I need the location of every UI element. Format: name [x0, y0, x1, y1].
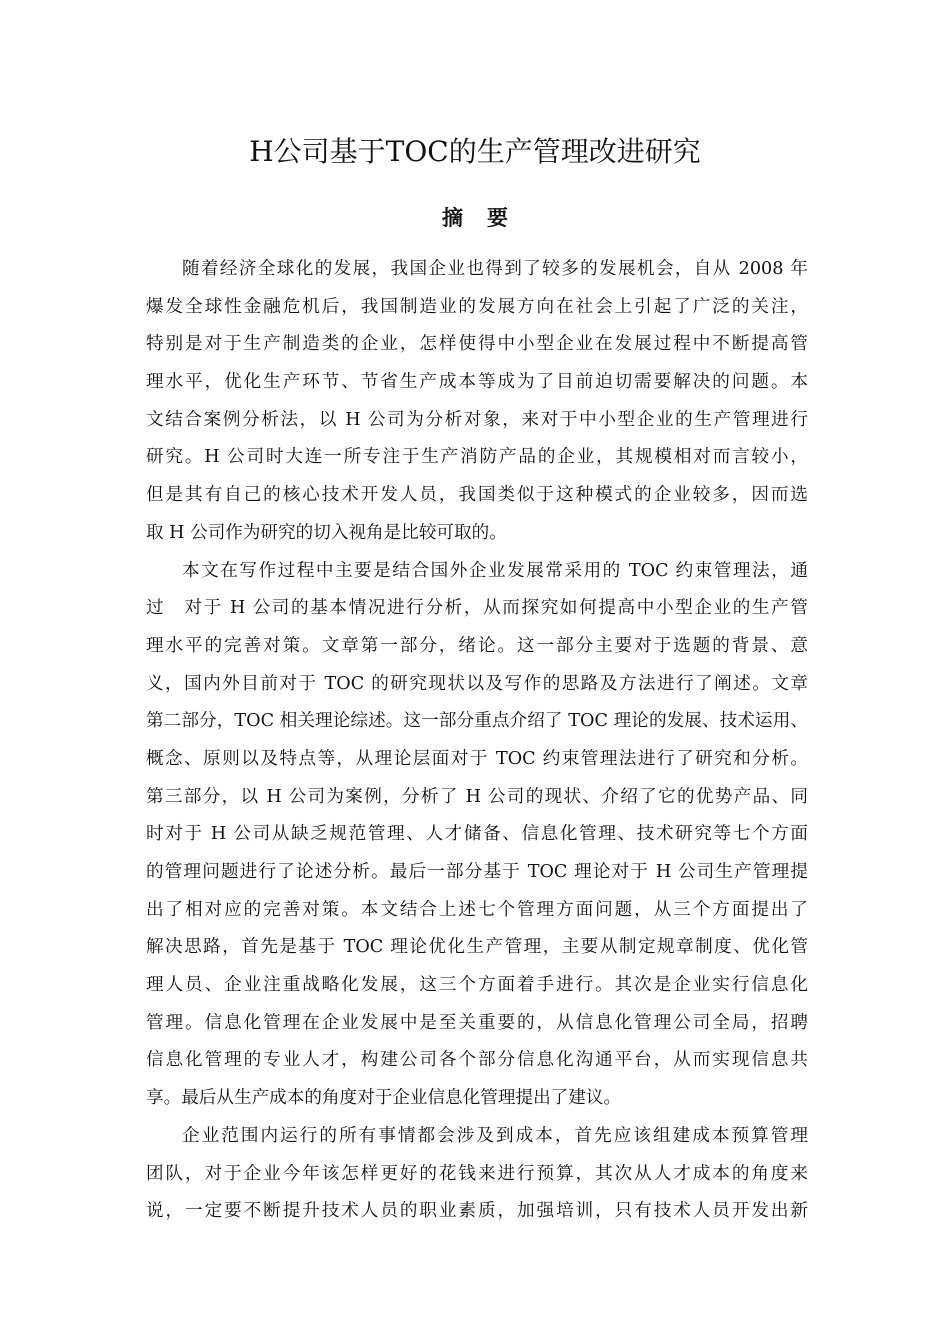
text-line: 信息化管理的专业人才，构建公司各个部分信息化沟通平台，从而实现信息共 — [146, 1050, 808, 1071]
text-line: 理水平，优化生产环节、节省生产成本等成为了目前迫切需要解决的问题。本 — [146, 372, 808, 393]
text-line: 随着经济全球化的发展，我国企业也得到了较多的发展机会，自从 2008 年 — [182, 259, 808, 279]
document-title: H公司基于TOC的生产管理改进研究 — [249, 135, 701, 168]
text-line: 出了相对应的完善对策。本文结合上述七个管理方面问题，从三个方面提出了 — [146, 899, 808, 920]
text-line: 爆发全球性金融危机后，我国制造业的发展方向在社会上引起了广泛的关注， — [146, 296, 808, 317]
text-line: 的管理问题进行了论述分析。最后一部分基于 TOC 理论对于 H 公司生产管理提 — [146, 862, 808, 882]
abstract-body — [146, 251, 808, 1231]
text-line: 团队，对于企业今年该怎样更好的花钱来进行预算，其次从人才成本的角度来 — [146, 1163, 808, 1184]
text-line: 文结合案例分析法，以 H 公司为分析对象，来对于中小型企业的生产管理进行 — [146, 409, 808, 430]
text-line: 过 对于 H 公司的基本情况进行分析，从而探究如何提高中小型企业的生产管 — [146, 598, 808, 619]
abstract-heading: 摘要 — [442, 205, 532, 230]
text-line: 特别是对于生产制造类的企业，怎样使得中小型企业在发展过程中不断提高管 — [146, 334, 808, 355]
text-line: 第二部分，TOC 相关理论综述。这一部分重点介绍了 TOC 理论的发展、技术运用、 — [146, 711, 808, 732]
text-line: 解决思路，首先是基于 TOC 理论优化生产管理，主要从制定规章制度、优化管 — [146, 937, 808, 958]
text-line: 第三部分，以 H 公司为案例，分析了 H 公司的现状、介绍了它的优势产品、同 — [146, 786, 808, 807]
text-line: 时对于 H 公司从缺乏规范管理、人才储备、信息化管理、技术研究等七个方面 — [146, 824, 808, 845]
text-line: 但是其有自己的核心技术开发人员，我国类似于这种模式的企业较多，因而选 — [146, 485, 808, 506]
text-line: 理人员、企业注重战略化发展，这三个方面着手进行。其次是企业实行信息化 — [146, 975, 808, 996]
text-line: 享。最后从生产成本的角度对于企业信息化管理提出了建议。 — [146, 1088, 622, 1109]
text-line: 研究。H 公司时大连一所专注于生产消防产品的企业，其规模相对而言较小， — [146, 447, 808, 468]
text-line: 概念、原则以及特点等，从理论层面对于 TOC 约束管理法进行了研究和分析。 — [146, 748, 808, 769]
text-line: 取 H 公司作为研究的切入视角是比较可取的。 — [146, 522, 507, 543]
text-line: 企业范围内运行的所有事情都会涉及到成本，首先应该组建成本预算管理 — [182, 1125, 808, 1146]
text-line: 义，国内外目前对于 TOC 的研究现状以及写作的思路及方法进行了阐述。文章 — [146, 673, 808, 694]
text-line: 管理。信息化管理在企业发展中是至关重要的，从信息化管理公司全局，招聘 — [146, 1012, 808, 1033]
text-line: 本文在写作过程中主要是结合国外企业发展常采用的 TOC 约束管理法，通 — [182, 560, 808, 581]
text-line: 理水平的完善对策。文章第一部分，绪论。这一部分主要对于选题的背景、意 — [146, 635, 808, 656]
text-line: 说，一定要不断提升技术人员的职业素质，加强培训，只有技术人员开发出新 — [146, 1201, 808, 1222]
